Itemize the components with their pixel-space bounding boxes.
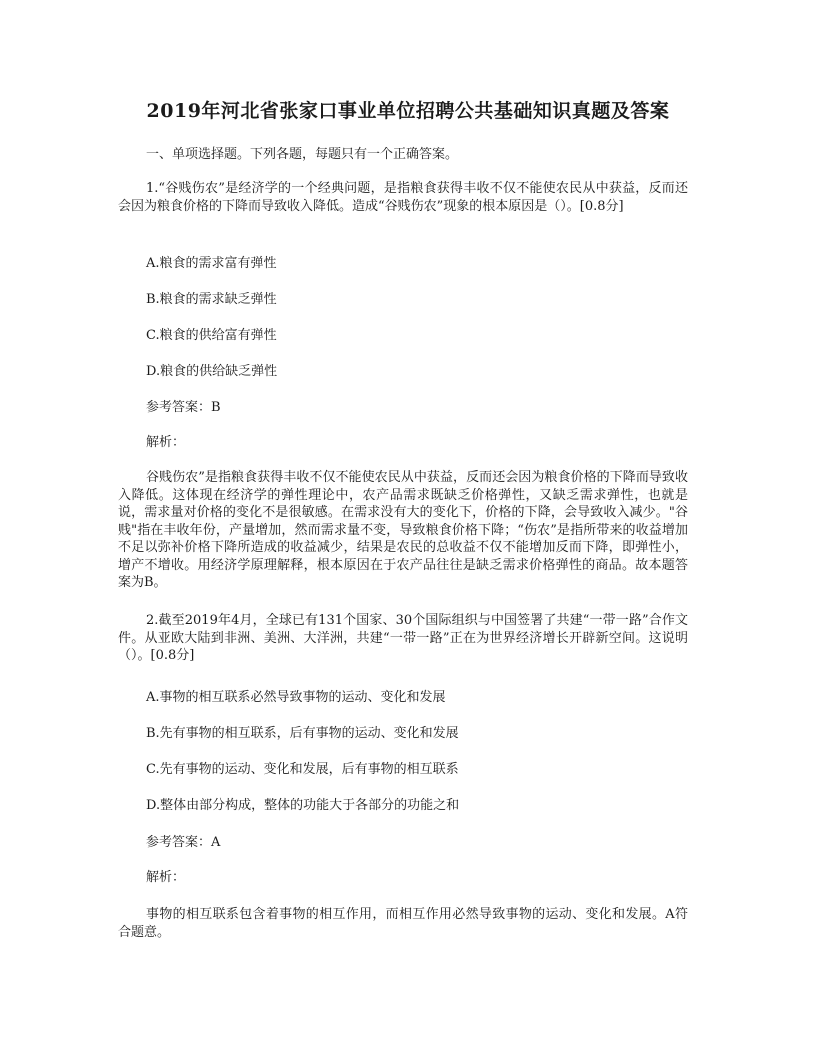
question-2-analysis-label: 解析： bbox=[146, 870, 186, 885]
question-1-option-c: C.粮食的供给富有弹性 bbox=[146, 328, 277, 343]
question-2-option-c: C.先有事物的运动、变化和发展，后有事物的相互联系 bbox=[146, 762, 459, 777]
question-2-option-b: B.先有事物的相互联系，后有事物的运动、变化和发展 bbox=[146, 726, 459, 741]
question-2-option-d: D.整体由部分构成，整体的功能大于各部分的功能之和 bbox=[146, 798, 460, 813]
question-1-analysis-label: 解析： bbox=[146, 435, 186, 450]
question-1-option-a: A.粮食的需求富有弹性 bbox=[146, 256, 277, 271]
page-title: 2019年河北省张家口事业单位招聘公共基础知识真题及答案 bbox=[146, 100, 670, 122]
question-2-stem: 2.截至2019年4月，全球已有131个国家、30个国际组织与中国签署了共建“一带一路”合作文件。从亚欧大陆到非洲、美洲、大洋洲，共建“一带一路”正在为世界经济增长开辟新空间。这说明（）。[0.8分] bbox=[118, 613, 688, 663]
question-1-option-b: B.粮食的需求缺乏弹性 bbox=[146, 292, 277, 307]
question-1-option-d: D.粮食的供给缺乏弹性 bbox=[146, 364, 278, 379]
question-2-answer: 参考答案：A bbox=[146, 835, 221, 850]
question-2-analysis: 事物的相互联系包含着事物的相互作用，而相互作用必然导致事物的运动、变化和发展。A符合题意。 bbox=[118, 907, 688, 940]
question-1-analysis: 谷贱伤农”是指粮食获得丰收不仅不能使农民从中获益，反而还会因为粮食价格的下降而导致收入降低。这体现在经济学的弹性理论中，农产品需求既缺乏价格弹性，又缺乏需求弹性，也就是说，需求量对价格的变化不是很敏感。在需求没有大的变化下，价格的下降，会导致收入减少。"谷贱"指在丰收年份，产量增加，然而需求量不变，导致粮食价格下降；“伤农”是指所带来的收益增加不足以弥补价格下降所造成的收益减少，结果是农民的总收益不仅不能增加反而下降，即弹性小，增产不增收。用经济学原理解释，根本原因在于农产品往往是缺乏需求价格弹性的商品。故本题答案为B。 bbox=[118, 470, 688, 590]
section-heading: 一、单项选择题。下列各题，每题只有一个正确答案。 bbox=[146, 147, 459, 162]
question-1-stem: 1.“谷贱伤农”是经济学的一个经典问题，是指粮食获得丰收不仅不能使农民从中获益，反而还会因为粮食价格的下降而导致收入降低。造成“谷贱伤农”现象的根本原因是（）。[0.8分] bbox=[118, 181, 688, 214]
question-2-option-a: A.事物的相互联系必然导致事物的运动、变化和发展 bbox=[146, 690, 446, 705]
question-1-answer: 参考答案：B bbox=[146, 400, 221, 415]
